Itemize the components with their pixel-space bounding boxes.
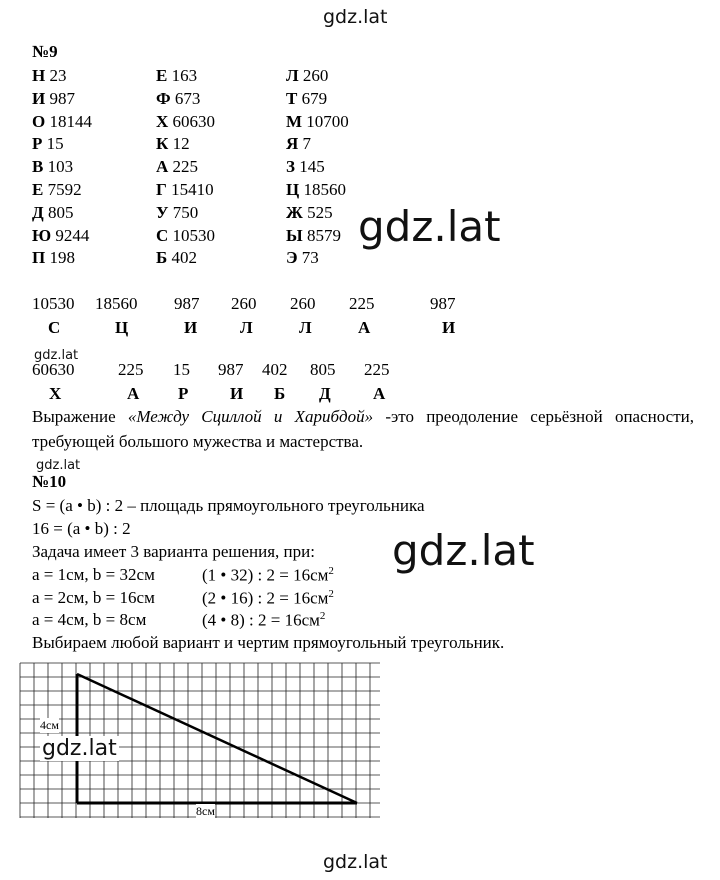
word-letter: А xyxy=(358,318,371,337)
code-value: 9244 xyxy=(51,225,90,245)
word-number: 987 xyxy=(218,360,244,379)
word-number: 60630 xyxy=(32,360,75,379)
code-value: 15410 xyxy=(166,180,214,199)
word-letter: И xyxy=(442,318,456,337)
code-value: 7592 xyxy=(43,180,82,199)
word-letter: Х xyxy=(49,384,62,403)
letter: Е xyxy=(156,66,168,85)
code-value: 10700 xyxy=(302,111,349,131)
code-value: 260 xyxy=(298,66,329,85)
area-formula: S = (a • b) : 2 – площадь прямоугольного треугольника xyxy=(32,496,425,515)
word-letter: Ц xyxy=(115,318,129,337)
leg-a-label: 4см xyxy=(40,718,59,732)
drawing-instruction: Выбираем любой вариант и чертим прямоугольный треугольник. xyxy=(32,633,505,652)
word-number: 15 xyxy=(173,360,190,379)
code-value: 673 xyxy=(170,88,201,108)
variant-sides: a = 4см, b = 8см xyxy=(32,610,147,630)
word-number: 987 xyxy=(174,294,200,313)
letter: З xyxy=(286,157,295,177)
task9-title: №9 xyxy=(32,42,58,61)
letter: В xyxy=(32,157,44,177)
letter: Н xyxy=(32,66,46,85)
watermark-large: gdz.lat xyxy=(392,526,535,575)
word-number: 225 xyxy=(349,294,375,313)
variant-calculation: (4 • 8) : $2 = 16см^2$ xyxy=(202,610,326,630)
code-value: 750 xyxy=(168,202,199,222)
watermark-grid: gdz.lat xyxy=(42,736,117,761)
letter: Я xyxy=(286,134,299,154)
word-letter: А xyxy=(373,384,386,403)
code-value: 145 xyxy=(294,157,325,177)
word-number: 987 xyxy=(430,294,456,313)
code-value: 103 xyxy=(43,157,74,177)
letter: Г xyxy=(156,180,167,199)
letter: У xyxy=(156,202,169,222)
word-letter: Р xyxy=(178,384,189,403)
expression-paragraph: Выражение «Между Сциллой и Харибдой» -это преодоление серьёзной опасности, требующей большого мужества и мастерства. xyxy=(32,407,694,451)
code-value: 18144 xyxy=(45,111,92,131)
triangle-hypotenuse xyxy=(77,674,357,803)
letter: К xyxy=(156,134,169,154)
code-value: 402 xyxy=(167,248,197,268)
word-number: 402 xyxy=(262,360,288,379)
code-value: 15 xyxy=(42,134,64,154)
code-value: 12 xyxy=(168,134,190,154)
word-number: 260 xyxy=(231,294,257,313)
letter: Ц xyxy=(286,180,300,199)
letter: Б xyxy=(156,248,168,268)
code-value: 23 xyxy=(45,66,67,85)
watermark-top: gdz.lat xyxy=(323,6,388,28)
code-value: 7 xyxy=(298,134,312,154)
word-number: 225 xyxy=(118,360,144,379)
letter: Ы xyxy=(286,225,303,245)
letter: Д xyxy=(32,202,44,222)
letter: С xyxy=(156,225,169,245)
word-letter: И xyxy=(184,318,198,337)
word-letter: С xyxy=(48,318,61,337)
code-value: 18560 xyxy=(299,180,346,199)
code-value: 60630 xyxy=(168,111,216,131)
variant-calculation: (1 • 32) : $2 = 16см^2$ xyxy=(202,565,334,585)
letter: Е xyxy=(32,180,44,199)
word-letter: Л xyxy=(240,318,253,337)
letter: Ж xyxy=(286,202,303,222)
word-letter: Б xyxy=(274,384,286,403)
letter: П xyxy=(32,248,46,268)
letter: О xyxy=(32,111,46,131)
word-number: 260 xyxy=(290,294,316,313)
word-number: 805 xyxy=(310,360,336,379)
solutions-intro: Задача имеет 3 варианта решения, при: xyxy=(32,542,315,561)
code-value: 679 xyxy=(297,88,328,108)
letter: Х xyxy=(156,111,169,131)
letter: Т xyxy=(286,88,298,108)
watermark-bottom: gdz.lat xyxy=(323,851,388,873)
letter: М xyxy=(286,111,303,131)
code-value: 225 xyxy=(168,157,199,177)
task10-title: №10 xyxy=(32,472,67,491)
variant-sides: a = 1см, b = 32см xyxy=(32,565,155,584)
code-value: 163 xyxy=(167,66,198,85)
word-number: 10530 xyxy=(32,294,75,313)
watermark-large: gdz.lat xyxy=(358,202,501,251)
code-value: 198 xyxy=(45,248,75,268)
watermark-small: gdz.lat xyxy=(34,348,79,363)
variant-sides: a = 2см, b = 16см xyxy=(32,587,155,607)
code-value: 73 xyxy=(297,248,319,268)
word-number: 225 xyxy=(364,360,390,379)
letter: Р xyxy=(32,134,43,154)
word-letter: Л xyxy=(299,318,312,337)
letter: Л xyxy=(286,66,299,85)
variant-calculation: (2 • 16) : $2 = 16см^2$ xyxy=(202,587,334,608)
code-value: 987 xyxy=(45,88,75,108)
letter: А xyxy=(156,157,169,177)
word-number: 18560 xyxy=(95,294,138,313)
watermark-small: gdz.lat xyxy=(36,458,81,473)
word-letter: И xyxy=(230,384,244,403)
word-letter: А xyxy=(127,384,140,403)
code-value: 8579 xyxy=(302,225,341,245)
letter: И xyxy=(32,88,46,108)
code-value: 805 xyxy=(43,202,74,222)
letter: Э xyxy=(286,248,298,268)
area-equation: 16 = (a • b) : 2 xyxy=(32,519,131,538)
letter: Ю xyxy=(32,225,52,245)
leg-b-label: 8см xyxy=(196,804,215,818)
letter: Ф xyxy=(156,88,171,108)
word-letter: Д xyxy=(319,384,331,403)
code-value: 10530 xyxy=(168,225,216,245)
code-value: 525 xyxy=(302,202,333,222)
